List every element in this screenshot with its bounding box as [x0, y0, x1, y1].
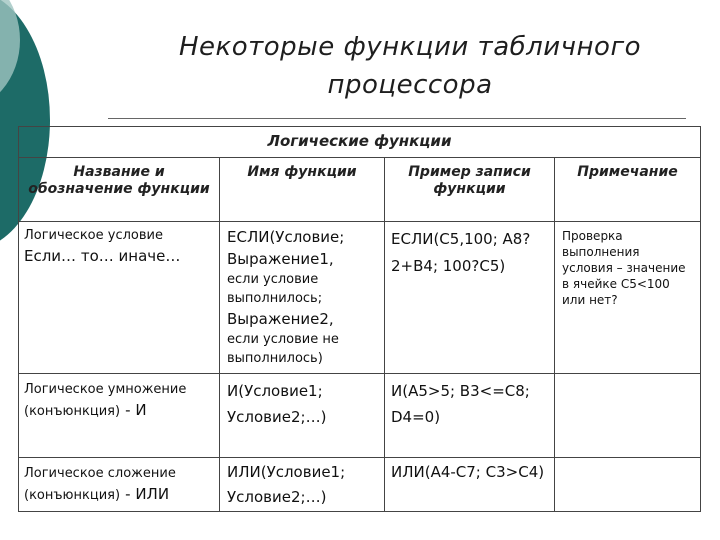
- row2-name-b: - И: [125, 401, 147, 419]
- title-divider: [108, 118, 686, 119]
- slide-title: [120, 28, 700, 104]
- row1-func-b: Выражение1,: [227, 250, 334, 268]
- row3-example: ИЛИ(А4-С7; С3>С4): [384, 458, 554, 512]
- row3-name-a: Логическое сложение (конъюнкция): [24, 466, 176, 503]
- row1-func-a: ЕСЛИ(Условие;: [227, 228, 345, 246]
- row3-func: ИЛИ(Условие1; Условие2;…): [219, 458, 384, 512]
- row2-func: И(Условие1; Условие2;…): [219, 374, 384, 458]
- table-caption-row: [19, 127, 700, 157]
- row1-note: Проверка выполнения условия – значение в ячейке С5<100 или нет?: [554, 222, 700, 374]
- row1-name-a: Логическое условие: [24, 228, 163, 243]
- table-row: [19, 457, 700, 512]
- row1-func-e: если условие не выполнилось): [227, 332, 339, 366]
- header-example: Пример записи функции: [384, 158, 554, 222]
- table-caption: Логические функции: [267, 132, 452, 150]
- row3-name-b: - ИЛИ: [125, 485, 170, 503]
- row2-name-a: Логическое умножение (конъюнкция): [24, 382, 187, 419]
- row1-example: ЕСЛИ(С5,100; А8?2+В4; 100?С5): [384, 222, 554, 374]
- header-name: Название и обозначение функции: [28, 164, 210, 197]
- row1-name-b: Если… то… иначе…: [24, 247, 181, 265]
- row2-note: [554, 374, 700, 458]
- row3-note: [554, 458, 700, 512]
- row1-func-d: Выражение2,: [227, 310, 334, 328]
- header-func: Имя функции: [219, 158, 384, 222]
- title-line-1: Некоторые функции табличного: [178, 32, 642, 62]
- row1-func-c: если условие выполнилось;: [227, 272, 323, 306]
- table-row: [19, 221, 700, 374]
- title-line-2: процессора: [327, 70, 493, 100]
- logic-functions-table: [18, 126, 701, 512]
- table-header-row: [19, 157, 700, 222]
- row2-example: И(А5>5; В3<=С8; D4=0): [384, 374, 554, 458]
- table-row: [19, 373, 700, 458]
- header-note: Примечание: [554, 158, 700, 222]
